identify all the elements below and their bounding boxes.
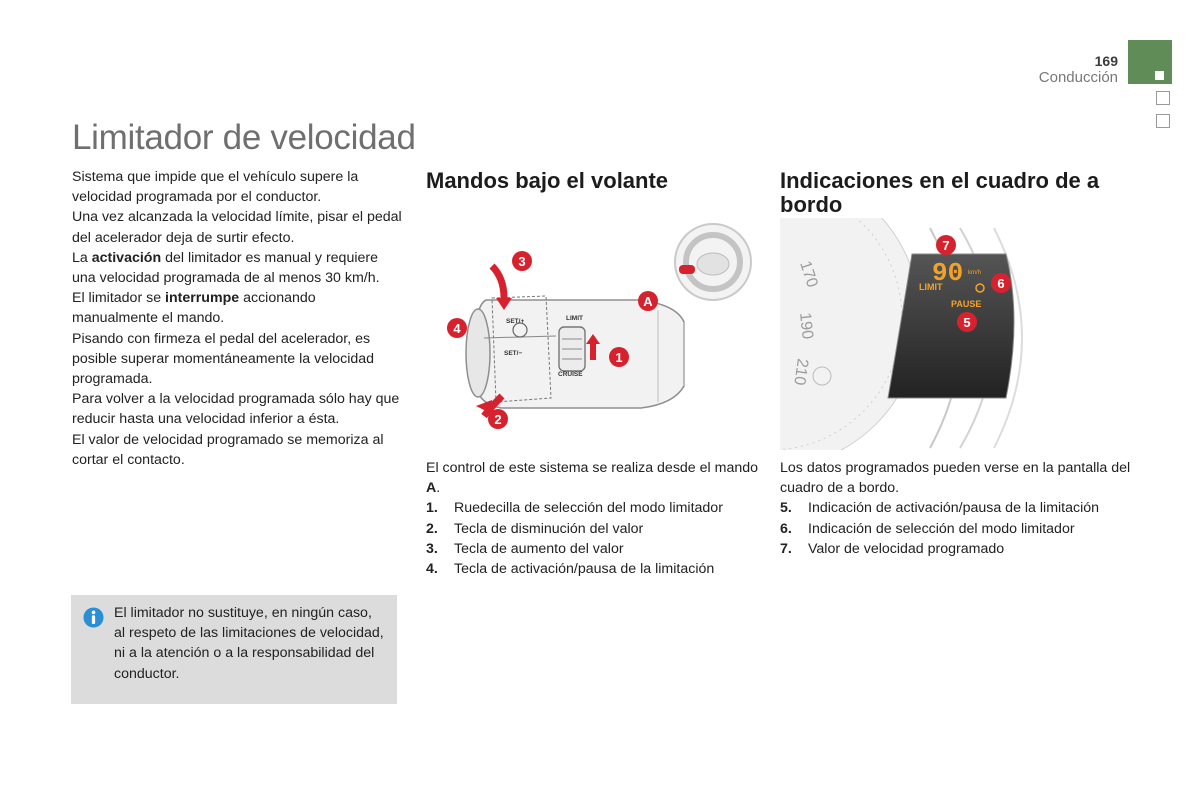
svg-text:1: 1 [615, 350, 623, 365]
note-text: El limitador no sustituye, en ningún caso, al respeto de las limitaciones de velocidad, ni a la atención o a la responsabilidad del conductor. [114, 605, 384, 682]
svg-text:210: 210 [790, 357, 811, 387]
svg-text:3: 3 [518, 254, 526, 269]
section-name: Conducción [1038, 69, 1118, 86]
callout-3 [512, 251, 532, 271]
info-note [71, 595, 397, 704]
svg-text:190: 190 [796, 311, 816, 340]
dashboard-heading: Indicaciones en el cuadro de a bordo [780, 168, 1100, 217]
list-item: 2. Tecla de disminución del valor [426, 520, 644, 537]
svg-text:6: 6 [997, 276, 1005, 291]
intro-paragraph: Para volver a la velocidad programada sólo hay que reducir hasta una velocidad inferior a ésta. [72, 391, 400, 428]
limit-label: LIMIT [566, 315, 583, 322]
cruise-label: CRUISE [558, 371, 583, 378]
intro-paragraph: El limitador se interrumpe accionando manualmente el mando. [72, 290, 316, 327]
list-item: 4. Tecla de activación/pausa de la limitación [426, 561, 715, 578]
speed-value: 90 [932, 258, 964, 288]
steering-wheel-icon [675, 224, 751, 300]
callout-7 [936, 235, 956, 255]
callout-4 [447, 318, 467, 338]
intro-paragraph: La activación del limitador es manual y requiere una velocidad programada de al menos 30 km/h. [72, 249, 380, 287]
controls-heading: Mandos bajo el volante [426, 168, 669, 193]
intro-paragraph: Sistema que impide que el vehículo supere la velocidad programada por el conductor. [72, 169, 359, 206]
list-item: 1. Ruedecilla de selección del modo limitador [426, 500, 723, 517]
callout-2 [488, 409, 508, 429]
dashboard-list [780, 498, 1140, 559]
active-tab-marker [1155, 71, 1164, 80]
svg-text:5: 5 [963, 315, 971, 330]
list-item: 7. Valor de velocidad programado [780, 540, 1005, 557]
intro-paragraph: Pisando con firmeza el pedal del acelerador, es posible superar momentáneamente la velocidad programada. [72, 330, 375, 388]
callout-6 [991, 273, 1011, 293]
svg-text:7: 7 [942, 238, 950, 253]
svg-text:4: 4 [453, 321, 461, 336]
dashboard-column [780, 458, 1140, 559]
list-item: 5. Indicación de activación/pausa de la limitación [780, 500, 1100, 517]
speed-unit: km/h [968, 270, 982, 276]
callout-a [638, 291, 658, 311]
controls-column [426, 458, 776, 579]
list-item: 3. Tecla de aumento del valor [426, 540, 624, 557]
svg-text:A: A [643, 294, 653, 309]
chapter-tab[interactable] [1128, 40, 1172, 84]
dashboard-illustration [780, 218, 1040, 450]
svg-text:170: 170 [796, 258, 821, 290]
set-plus-label: SET/+ [506, 318, 525, 325]
info-icon [83, 607, 104, 628]
page-number: 169 [1094, 53, 1118, 69]
chapter-tab-empty-2[interactable] [1156, 114, 1170, 128]
intro-column [72, 167, 402, 470]
arrow-up-icon [492, 266, 504, 298]
dashboard-intro: Los datos programados pueden verse en la pantalla del cuadro de a bordo. [780, 460, 1131, 497]
page-title: Limitador de velocidad [72, 118, 416, 157]
list-item: 6. Indicación de selección del modo limitador [780, 520, 1075, 537]
controls-list [426, 498, 776, 579]
pause-indicator: PAUSE [951, 299, 982, 309]
callout-5 [957, 312, 977, 332]
set-minus-label: SET/− [504, 350, 523, 357]
intro-paragraph: Una vez alcanzada la velocidad límite, pisar el pedal del acelerador deja de surtir efecto. [72, 209, 402, 246]
svg-text:2: 2 [494, 412, 502, 427]
chapter-tab-empty-1[interactable] [1156, 91, 1170, 105]
bold-term: activación [91, 249, 162, 266]
stalk-body [466, 296, 684, 408]
limit-indicator: LIMIT [919, 282, 943, 292]
stalk-control-illustration [426, 218, 756, 450]
callout-1 [609, 347, 629, 367]
intro-paragraph: El valor de velocidad programado se memoriza al cortar el contacto. [72, 431, 384, 468]
bold-term: interrumpe [165, 290, 240, 307]
controls-intro: El control de este sistema se realiza desde el mando A. [426, 460, 759, 497]
